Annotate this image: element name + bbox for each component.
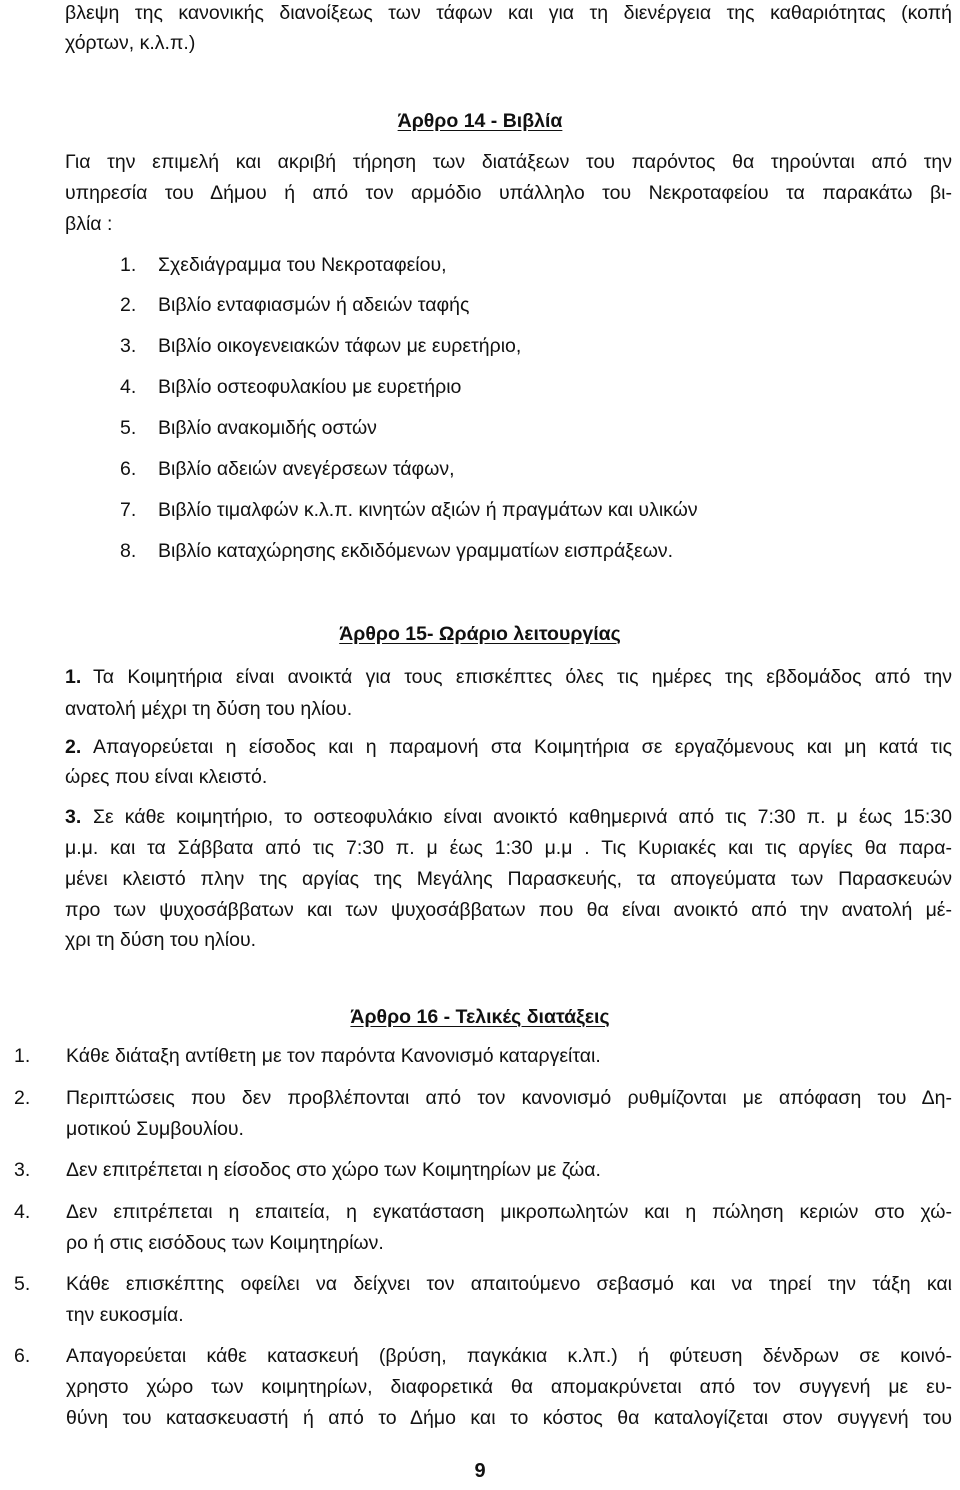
list-item-number: 4. <box>14 1201 31 1223</box>
article-14-title: Άρθρο 14 - Βιβλία <box>397 110 563 132</box>
list-item-line: Κάθε επισκέπτης οφείλει να δείχνει τον απαιτούμενο σεβασμό και να τηρεί την τάξη και <box>66 1273 952 1295</box>
article-15-paragraph-line: μένει κλειστό πλην της αργίας της Μεγάλης Παρασκευής, τα απογεύματα των Παρασκευών <box>65 868 952 890</box>
article-14-paragraph-line: Για την επιμελή και ακριβή τήρηση των διατάξεων του παρόντος θα τηρούνται από την <box>65 151 952 173</box>
intro-line: βλεψη της κανονικής διανοίξεως των τάφων και για τη διενέργεια της καθαριότητας (κοπή <box>65 2 952 24</box>
list-item-line: Περιπτώσεις που δεν προβλέπονται από τον κανονισμό ρυθμίζονται με απόφαση του Δη- <box>66 1087 952 1109</box>
paragraph-number: 1. <box>65 666 82 688</box>
article-15-paragraph-line: ώρες που είναι κλειστό. <box>65 766 268 788</box>
list-item-number: 6. <box>120 458 137 480</box>
list-item-number: 3. <box>120 335 137 357</box>
list-item-number: 3. <box>14 1159 31 1181</box>
list-item-number: 1. <box>14 1045 31 1067</box>
page-number: 9 <box>474 1460 486 1482</box>
list-item: Βιβλίο ενταφιασμών ή αδειών ταφής <box>158 294 470 316</box>
article-15-paragraph-line: Τα Κοιμητήρια είναι ανοικτά για τους επισκέπτες όλες τις ημέρες της εβδομάδος από την <box>93 666 952 688</box>
article-15-paragraph-line: ανατολή μέχρι τη δύση του ηλίου. <box>65 698 353 720</box>
list-item-number: 2. <box>120 294 137 316</box>
list-item: Βιβλίο καταχώρησης εκδιδόμενων γραμματίων εισπράξεων. <box>158 540 674 562</box>
paragraph-number: 2. <box>65 736 82 758</box>
article-14-paragraph-line: βλία : <box>65 213 113 235</box>
article-15-paragraph-line: Απαγορεύεται η είσοδος και η παραμονή στα Κοιμητήρια σε εργαζόμενους και μη κατά τις <box>93 736 952 758</box>
list-item: Σχεδιάγραμμα του Νεκροταφείου, <box>158 254 447 276</box>
article-15-paragraph-line: χρι τη δύση του ηλίου. <box>65 929 257 951</box>
article-15-paragraph-line: προ των ψυχοσάββατων και των ψυχοσάββατων που θα είναι ανοικτό από την ανατολή μέ- <box>65 899 952 921</box>
list-item-number: 5. <box>14 1273 31 1295</box>
list-item-number: 6. <box>14 1345 31 1367</box>
list-item: Βιβλίο ανακομιδής οστών <box>158 417 377 439</box>
list-item-number: 1. <box>120 254 137 276</box>
list-item: Βιβλίο οστεοφυλακίου με ευρετήριο <box>158 376 462 398</box>
list-item-line: Δεν επιτρέπεται η επαιτεία, η εγκατάσταση μικροπωλητών και η πώληση κεριών στο χώ- <box>66 1201 952 1223</box>
list-item-number: 7. <box>120 499 137 521</box>
list-item-number: 4. <box>120 376 137 398</box>
list-item-line: χρηστο χώρο των κοιμητηρίων, διαφορετικά θα απομακρύνεται από τον συγγενή με ευ- <box>66 1376 952 1398</box>
list-item-line: Απαγορεύεται κάθε κατασκευή (βρύση, παγκάκια κ.λπ.) ή φύτευση δένδρων σε κοινό- <box>66 1345 952 1367</box>
list-item: Βιβλίο οικογενειακών τάφων με ευρετήριο, <box>158 335 522 357</box>
list-item-line: την ευκοσμία. <box>66 1304 184 1326</box>
article-15-paragraph-line: Σε κάθε κοιμητήριο, το οστεοφυλάκιο είναι ανοικτό καθημερινά από τις 7:30 π. μ έως 15:30 <box>93 806 952 828</box>
article-15-title: Άρθρο 15- Ωράριο λειτουργίας <box>339 623 621 645</box>
article-16-title: Άρθρο 16 - Τελικές διατάξεις <box>350 1006 610 1028</box>
list-item-number: 2. <box>14 1087 31 1109</box>
article-14-paragraph-line: υπηρεσία του Δήμου ή από τον αρμόδιο υπάλληλο του Νεκροταφείου τα παρακάτω βι- <box>65 182 952 204</box>
intro-line: χόρτων, κ.λ.π.) <box>65 32 196 54</box>
list-item-number: 5. <box>120 417 137 439</box>
paragraph-number: 3. <box>65 806 82 828</box>
list-item-line: Κάθε διάταξη αντίθετη με τον παρόντα Κανονισμό καταργείται. <box>66 1045 601 1067</box>
list-item: Βιβλίο τιμαλφών κ.λ.π. κινητών αξιών ή πραγμάτων και υλικών <box>158 499 698 521</box>
list-item-line: ρο ή στις εισόδους των Κοιμητηρίων. <box>66 1232 384 1254</box>
list-item-line: μοτικού Συμβουλίου. <box>66 1118 244 1140</box>
list-item: Βιβλίο αδειών ανεγέρσεων τάφων, <box>158 458 455 480</box>
article-15-paragraph-line: μ.μ. και τα Σάββατα από τις 7:30 π. μ έως 1:30 μ.μ . Τις Κυριακές και τις αργίες θα παρα- <box>65 837 952 859</box>
list-item-line: Δεν επιτρέπεται η είσοδος στο χώρο των Κοιμητηρίων με ζώα. <box>66 1159 601 1181</box>
list-item-line: θύνη του κατασκευαστή ή από το Δήμο και το κόστος θα καταλογίζεται στον συγγενή του <box>66 1407 952 1429</box>
list-item-number: 8. <box>120 540 137 562</box>
